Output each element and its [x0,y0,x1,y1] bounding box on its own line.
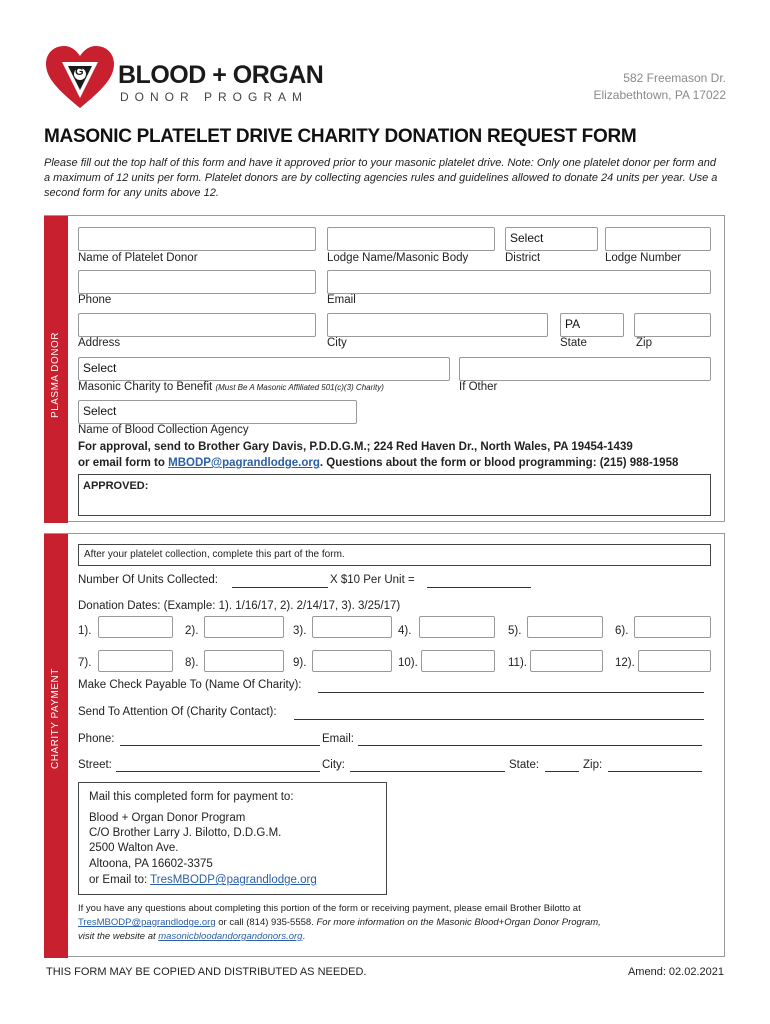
date-label-7: 7). [78,657,92,669]
footer-note-visit: visit the website at [78,931,159,942]
charity-email-line[interactable] [358,745,702,746]
zip-field[interactable] [634,313,711,337]
charity-city-line[interactable] [350,771,505,772]
charity-phone-label: Phone: [78,733,115,745]
lodge-number-label: Lodge Number [605,252,682,264]
copy-notice: THIS FORM MAY BE COPIED AND DISTRIBUTED AS NEEDED. [46,966,367,978]
donation-dates-label: Donation Dates: (Example: 1). 1/16/17, 2). 2/14/17, 3). 3/25/17) [78,600,401,612]
date-label-5: 5). [508,625,522,637]
units-collected-line[interactable] [232,587,328,588]
approved-box[interactable] [78,474,711,516]
city-label: City [327,337,347,349]
date-field-11[interactable] [530,650,603,672]
footer-note [78,902,708,944]
footer-email-link[interactable]: TresMBODP@pagrandlodge.org [78,917,216,928]
approval-line-2-prefix: or email form to [78,457,169,469]
address-field[interactable] [78,313,316,337]
lodge-number-field[interactable] [605,227,711,251]
mail-email-link[interactable]: TresMBODP@pagrandlodge.org [150,874,317,886]
attention-label: Send To Attention Of (Charity Contact): [78,706,277,718]
donor-name-label: Name of Platelet Donor [78,252,198,264]
total-amount-line[interactable] [427,587,531,588]
date-label-1: 1). [78,625,92,637]
per-unit-label: X $10 Per Unit = [330,574,415,586]
date-field-4[interactable] [419,616,495,638]
charity-street-line[interactable] [116,771,320,772]
logo-letter: G [75,66,84,78]
charity-select[interactable]: Select [78,357,450,381]
charity-label-text: Masonic Charity to Benefit [78,381,213,393]
approval-email-link[interactable]: MBODP@pagrandlodge.org [168,457,320,469]
mail-line-1: Blood + Organ Donor Program [89,812,246,824]
charity-zip-line[interactable] [608,771,702,772]
brand-name: BLOOD + ORGAN [118,61,324,89]
charity-state-label: State: [509,759,540,771]
mailing-address-box [78,782,387,895]
mail-email-prefix: or Email to: [89,874,151,886]
charity-phone-line[interactable] [120,745,320,746]
date-field-7[interactable] [98,650,173,672]
mail-email-line [89,874,317,886]
date-label-3: 3). [293,625,307,637]
date-field-2[interactable] [204,616,284,638]
date-field-6[interactable] [634,616,711,638]
charity-label [78,381,384,393]
payable-to-label: Make Check Payable To (Name Of Charity): [78,679,302,691]
amend-date: Amend: 02.02.2021 [627,966,724,978]
footer-note-line-3 [78,930,708,944]
charity-note: (Must Be A Masonic Affiliated 501(c)(3) Charity) [215,383,384,392]
plasma-donor-bar [44,216,68,523]
header-address [593,70,726,104]
collection-agency-select[interactable]: Select [78,400,357,424]
date-field-12[interactable] [638,650,711,672]
city-field[interactable] [327,313,548,337]
lodge-name-field[interactable] [327,227,495,251]
email-label: Email [327,294,356,306]
approval-instructions-line-1: For approval, send to Brother Gary Davis, P.D.D.G.M.; 224 Red Haven Dr., North Wales, PA 19454-1439 [78,441,633,453]
charity-state-line[interactable] [545,771,579,772]
address-line-2: Elizabethtown, PA 17022 [593,88,726,102]
date-field-10[interactable] [421,650,495,672]
charity-zip-label: Zip: [583,759,603,771]
phone-label: Phone [78,294,112,306]
date-field-8[interactable] [204,650,284,672]
instruction-box [78,544,711,566]
brand-subtitle: DONOR PROGRAM [120,90,309,104]
form-intro: Please fill out the top half of this form and have it approved prior to your masonic platelet drive. Note: Only one platelet donor per form and a maximum of 12 units per form. Platelet donors are by collecting agencies rules and guidelines allowed to donate 24 units per year. Use a second form for any units above 12. [44,157,718,199]
lodge-name-label: Lodge Name/Masonic Body [327,252,469,264]
footer-note-info: For more information on the Masonic Blood+Organ Donor Program, [316,917,601,928]
website-link[interactable]: masonicbloodandorgandonors.org [158,931,303,942]
charity-email-label: Email: [322,733,354,745]
date-label-12: 12). [615,657,635,669]
charity-city-label: City: [322,759,345,771]
zip-label: Zip [636,337,652,349]
footer-note-line-1: If you have any questions about completing this portion of the form or receiving payment, please email Brother Bilotto at [78,903,581,914]
footer-note-end: . [302,931,306,942]
date-label-10: 10). [398,657,418,669]
district-select[interactable]: Select [505,227,598,251]
other-charity-field[interactable] [459,357,711,381]
date-label-9: 9). [293,657,307,669]
footer-note-phone: or call (814) 935-5558. [215,917,317,928]
charity-payment-bar-label: CHARITY PAYMENT [50,668,61,769]
footer-note-line-2 [78,916,708,930]
email-field[interactable] [327,270,711,294]
address-label: Address [78,337,121,349]
date-field-3[interactable] [312,616,392,638]
date-label-6: 6). [615,625,629,637]
payable-to-line[interactable] [318,692,704,693]
date-label-11: 11). [508,657,527,669]
charity-payment-bar [44,534,68,958]
charity-street-label: Street: [78,759,112,771]
state-label: State [560,337,587,349]
state-field[interactable]: PA [560,313,624,337]
units-collected-label: Number Of Units Collected: [78,574,218,586]
phone-field[interactable] [78,270,316,294]
address-line-1: 582 Freemason Dr. [623,71,726,85]
attention-line[interactable] [294,719,704,720]
if-other-label: If Other [459,381,498,393]
approval-instructions-line-2 [78,457,678,469]
plasma-donor-bar-label: PLASMA DONOR [50,331,61,418]
instruction-text: After your platelet collection, complete this part of the form. [84,549,345,560]
approval-line-2-suffix: . Questions about the form or blood programming: (215) 988-1958 [319,457,679,469]
date-field-9[interactable] [312,650,392,672]
mail-line-2: C/O Brother Larry J. Bilotto, D.D.G.M. [89,827,282,839]
form-title: MASONIC PLATELET DRIVE CHARITY DONATION REQUEST FORM [44,126,637,147]
logo [44,44,344,114]
district-label: District [505,252,541,264]
date-label-2: 2). [185,625,199,637]
mail-title: Mail this completed form for payment to: [89,791,294,803]
date-label-8: 8). [185,657,199,669]
date-field-5[interactable] [527,616,603,638]
collection-agency-label: Name of Blood Collection Agency [78,424,249,436]
mail-line-3: 2500 Walton Ave. [89,842,179,854]
date-field-1[interactable] [98,616,173,638]
donor-name-field[interactable] [78,227,316,251]
date-label-4: 4). [398,625,412,637]
approved-label: APPROVED: [83,480,149,492]
mail-line-4: Altoona, PA 16602-3375 [89,858,213,870]
